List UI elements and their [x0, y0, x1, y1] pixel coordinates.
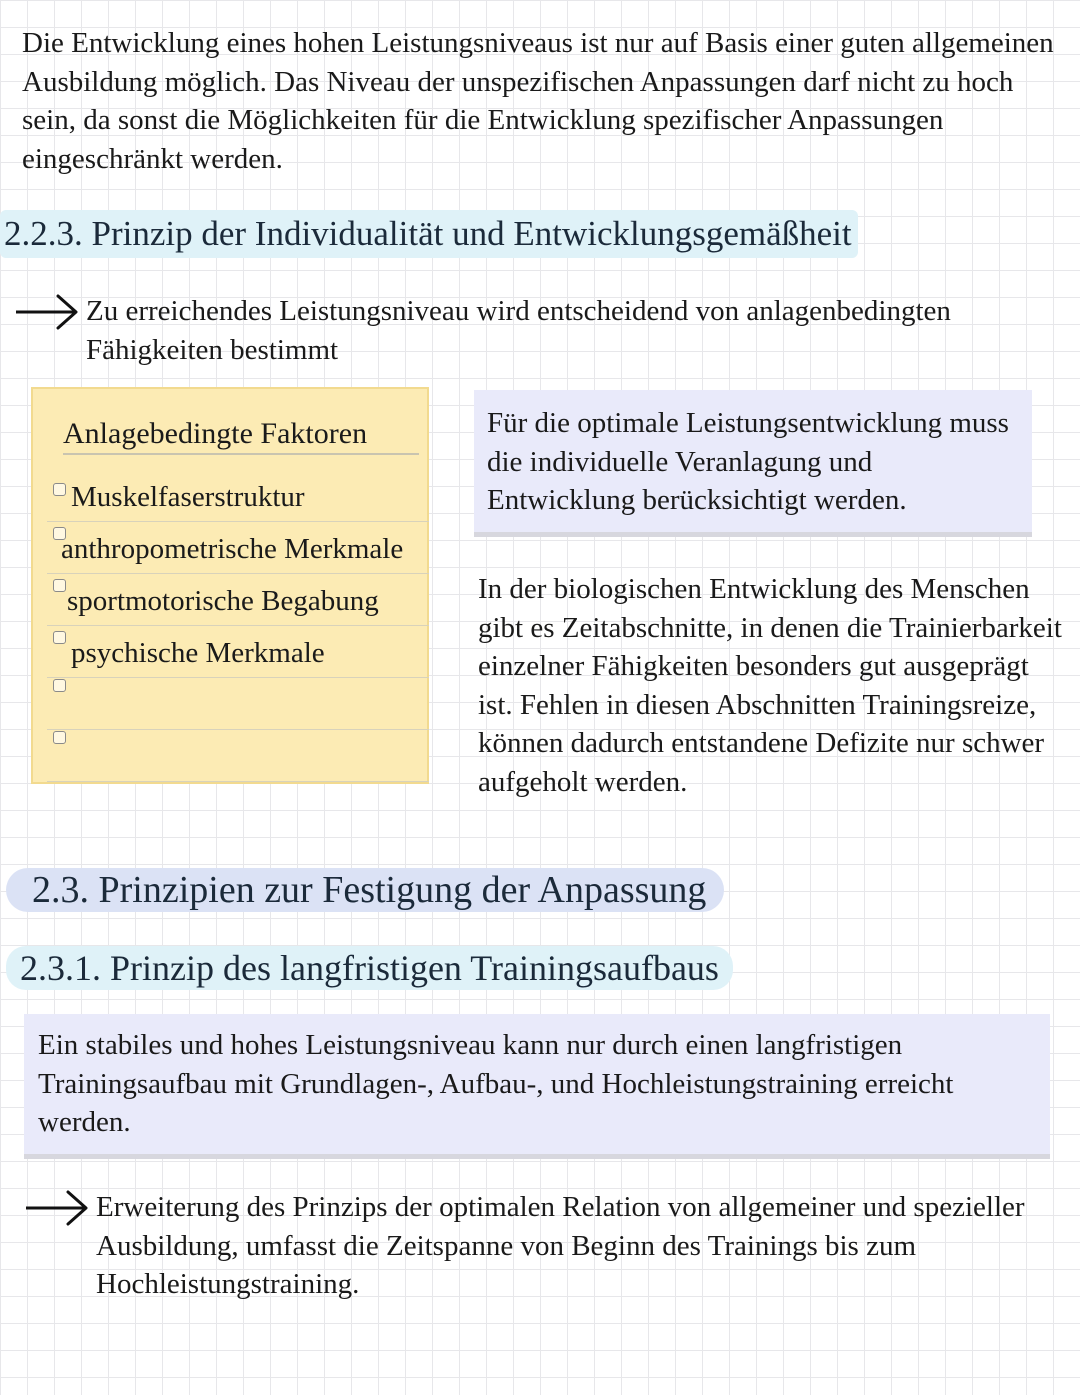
factor-label: anthropometrische Merkmale — [61, 533, 404, 565]
long-term-note-box — [24, 1014, 1050, 1154]
factor-row — [47, 625, 429, 678]
factor-row — [47, 521, 429, 574]
arrow-note-text: Zu erreichendes Leistungsniveau wird entscheidend von anlagenbedingten Fähigkeiten bestimmt — [86, 295, 951, 366]
factor-row — [47, 677, 429, 730]
right-arrow-icon — [14, 292, 80, 332]
checkbox[interactable] — [53, 731, 66, 744]
factor-row — [47, 729, 429, 782]
checkbox[interactable] — [53, 579, 66, 592]
factor-label: sportmotorische Begabung — [67, 585, 379, 617]
factors-box — [31, 387, 429, 784]
checkbox[interactable] — [53, 631, 66, 644]
individual-note-box — [474, 390, 1032, 532]
right-arrow-icon — [24, 1188, 90, 1228]
individual-note-text: Für die optimale Leistungsentwicklung muss die individuelle Veranlagung und Entwicklung berücksichtigt werden. — [487, 407, 1009, 516]
factor-label: Muskelfaserstruktur — [71, 481, 305, 513]
intro-paragraph: Die Entwicklung eines hohen Leistungsniveaus ist nur auf Basis einer guten allgemeinen Ausbildung möglich. Das Niveau der unspezifischen Anpassungen darf nicht zu hoch sein, da sonst die Möglichkeiten für die Entwicklung spezifischer Anpassungen eingeschränkt werden. — [22, 27, 1054, 175]
heading-2-3-1: 2.3.1. Prinzip des langfristigen Trainingsaufbaus — [6, 946, 733, 990]
checkbox[interactable] — [53, 679, 66, 692]
factor-row — [47, 469, 429, 522]
checkbox[interactable] — [53, 483, 66, 496]
long-term-note-text: Ein stabiles und hohes Leistungsniveau kann nur durch einen langfristigen Trainingsaufbau mit Grundlagen-, Aufbau-, und Hochleistungstraining erreicht werden. — [38, 1029, 954, 1138]
heading-2-2-3: 2.2.3. Prinzip der Individualität und Entwicklungsgemäßheit — [0, 210, 858, 258]
arrow-note-individuality — [14, 292, 1014, 369]
factor-row — [47, 573, 429, 626]
development-paragraph: In der biologischen Entwicklung des Menschen gibt es Zeitabschnitte, in denen die Trainierbarkeit einzelner Fähigkeiten besonders gut ausgeprägt ist. Fehlen in diesen Abschnitten Trainingsreize, können dadurch entstandene Defizite nur schwer aufgeholt werden. — [478, 573, 1062, 798]
arrow-note-long-term — [24, 1188, 1064, 1304]
arrow-note-text: Erweiterung des Prinzips der optimalen Relation von allgemeiner und spezieller Ausbildung, umfasst die Zeitspanne von Beginn des Trainings bis zum Hochleistungstraining. — [96, 1191, 1025, 1300]
factors-title: Anlagebedingte Faktoren — [63, 415, 419, 455]
heading-2-3: 2.3. Prinzipien zur Festigung der Anpassung — [6, 868, 724, 912]
factor-label: psychische Merkmale — [71, 637, 325, 669]
